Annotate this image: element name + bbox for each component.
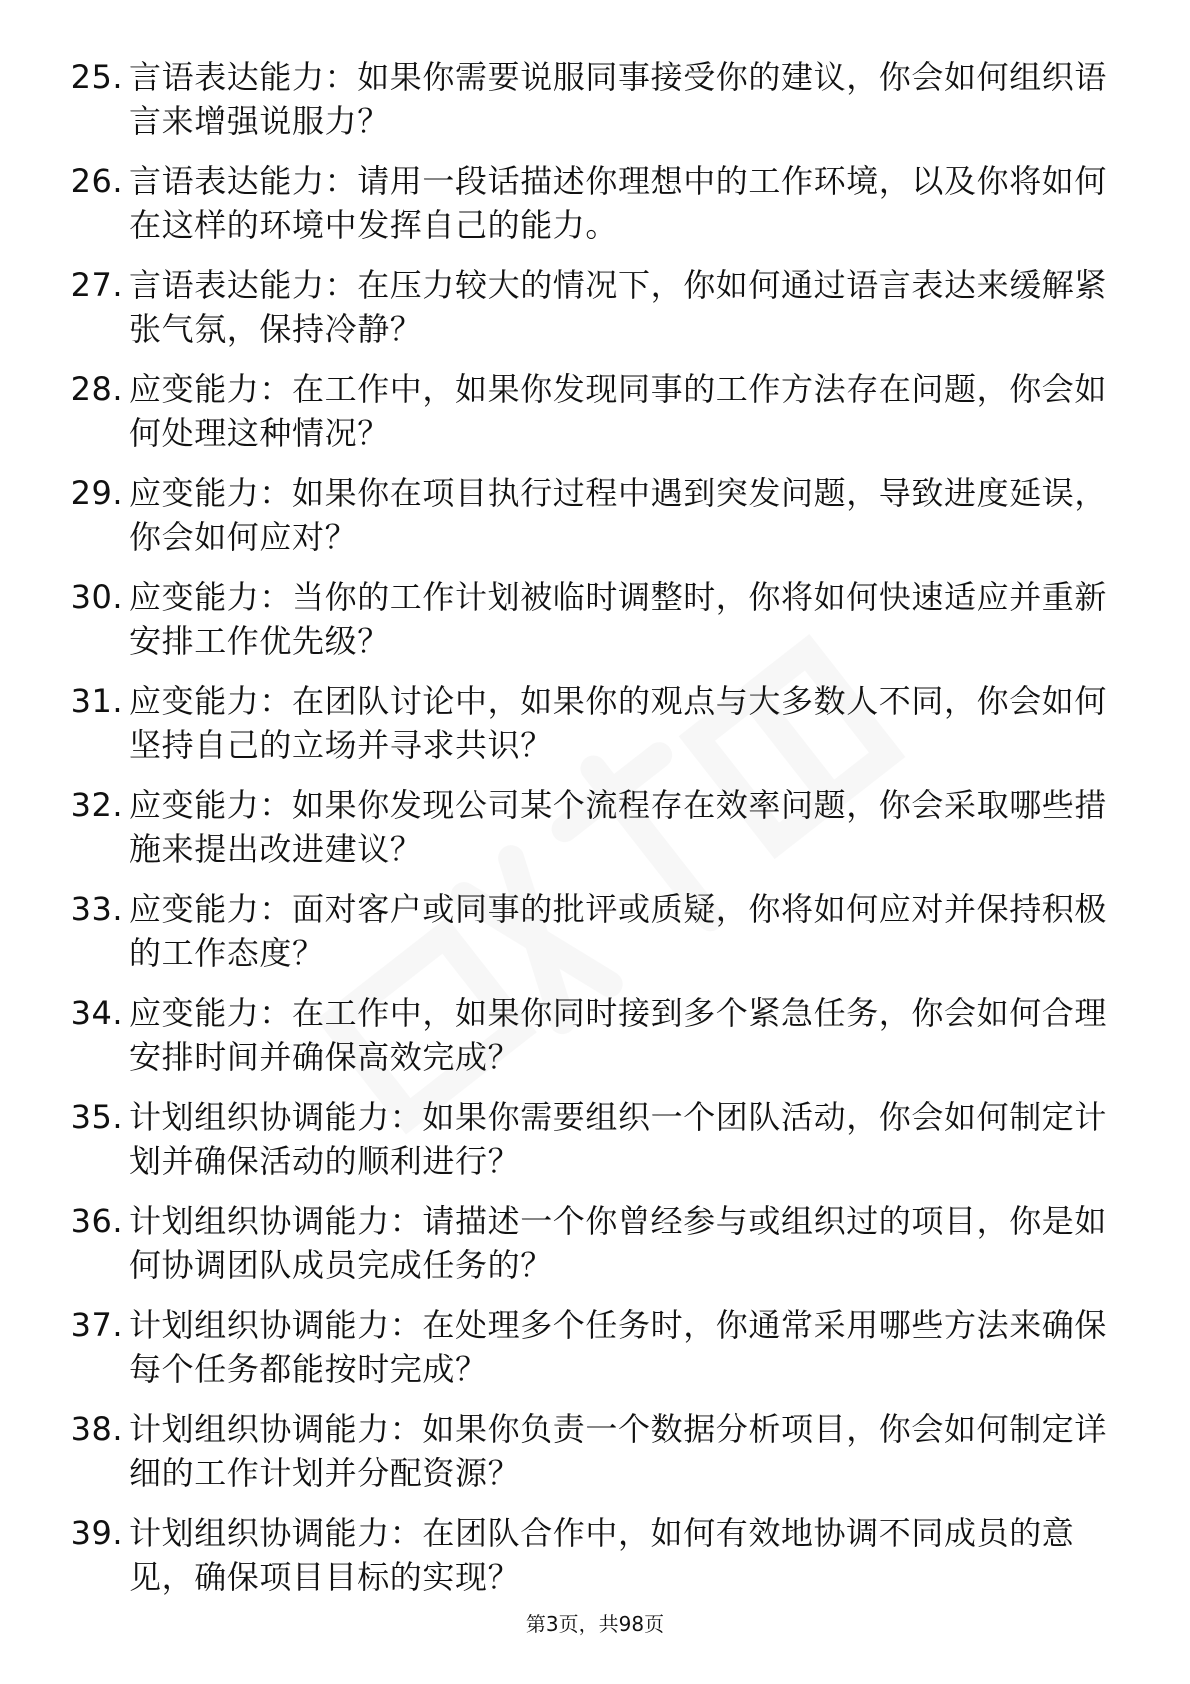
question-number: 25. [70,58,123,96]
question-number: 31. [70,682,123,720]
page-footer: 第3页，共98页 [525,1612,665,1636]
question-number: 33. [70,890,123,928]
question-number: 38. [70,1410,123,1448]
question-text: 言语表达能力：在压力较大的情况下，你如何通过语言表达来缓解紧张气氛，保持冷静？ [129,266,1108,348]
question-item [58,1508,1138,1612]
question-text: 应变能力：如果你发现公司某个流程存在效率问题，你会采取哪些措施来提出改进建议？ [129,786,1108,868]
question-text: 计划组织协调能力：在团队合作中，如何有效地协调不同成员的意见，确保项目目标的实现？ [129,1514,1075,1596]
question-item [58,988,1138,1092]
question-text: 计划组织协调能力：如果你需要组织一个团队活动，你会如何制定计划并确保活动的顺利进行？ [129,1098,1108,1180]
question-number: 39. [70,1514,123,1552]
question-text: 言语表达能力：请用一段话描述你理想中的工作环境，以及你将如何在这样的环境中发挥自己的能力。 [129,162,1108,244]
question-text: 言语表达能力：如果你需要说服同事接受你的建议，你会如何组织语言来增强说服力？ [129,58,1108,140]
question-text: 应变能力：如果你在项目执行过程中遇到突发问题，导致进度延误，你会如何应对？ [129,474,1108,556]
question-text: 应变能力：面对客户或同事的批评或质疑，你将如何应对并保持积极的工作态度？ [129,890,1108,972]
question-text: 计划组织协调能力：请描述一个你曾经参与或组织过的项目，你是如何协调团队成员完成任务的？ [129,1202,1108,1284]
question-item [58,572,1138,676]
question-item [58,676,1138,780]
question-item [58,1092,1138,1196]
question-number: 26. [70,162,123,200]
question-list [58,52,1138,1612]
question-item [58,780,1138,884]
question-item [58,260,1138,364]
question-text: 计划组织协调能力：如果你负责一个数据分析项目，你会如何制定详细的工作计划并分配资源？ [129,1410,1108,1492]
question-text: 应变能力：在工作中，如果你同时接到多个紧急任务，你会如何合理安排时间并确保高效完成？ [129,994,1108,1076]
question-item [58,1300,1138,1404]
question-number: 27. [70,266,123,304]
question-number: 34. [70,994,123,1032]
question-number: 32. [70,786,123,824]
question-number: 30. [70,578,123,616]
question-number: 36. [70,1202,123,1240]
question-text: 计划组织协调能力：在处理多个任务时，你通常采用哪些方法来确保每个任务都能按时完成？ [129,1306,1108,1388]
question-text: 应变能力：当你的工作计划被临时调整时，你将如何快速适应并重新安排工作优先级？ [129,578,1108,660]
question-item [58,884,1138,988]
question-item [58,364,1138,468]
question-item [58,1196,1138,1300]
question-text: 应变能力：在工作中，如果你发现同事的工作方法存在问题，你会如何处理这种情况？ [129,370,1108,452]
question-item [58,156,1138,260]
question-item [58,52,1138,156]
question-item [58,1404,1138,1508]
question-text: 应变能力：在团队讨论中，如果你的观点与大多数人不同，你会如何坚持自己的立场并寻求共识？ [129,682,1108,764]
question-number: 29. [70,474,123,512]
question-number: 37. [70,1306,123,1344]
question-number: 28. [70,370,123,408]
question-number: 35. [70,1098,123,1136]
question-item [58,468,1138,572]
